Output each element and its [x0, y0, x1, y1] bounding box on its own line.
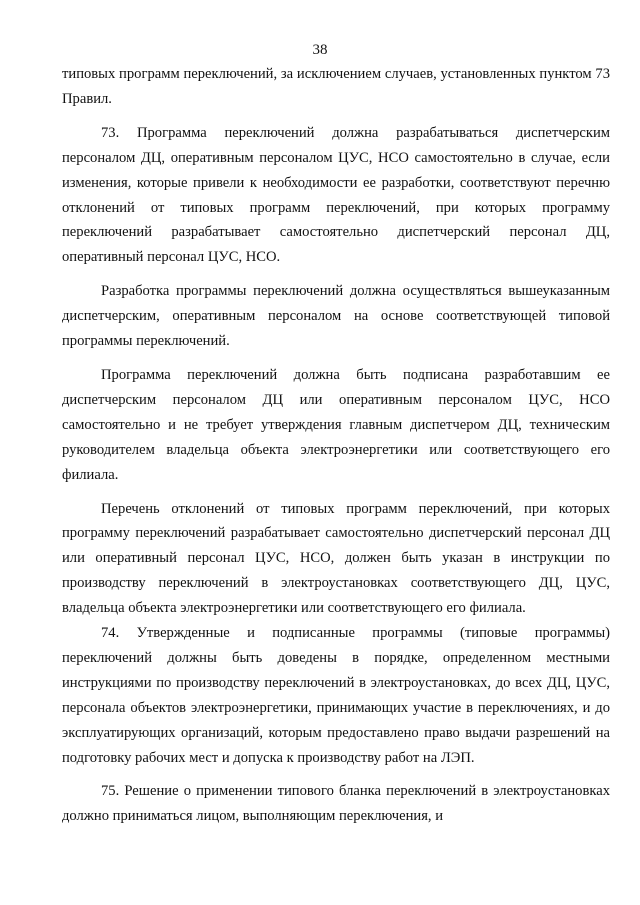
paragraph-item-74: 74. Утвержденные и подписанные программы (типовые программы) переключений должны быть доведены в порядке, определенном местными инструкциями по производству переключений в электроустановках, до всех ДЦ, ЦУС, персонала объектов электроэнергетики, принимающих участие в переключениях, и до эксплуатирующих организаций, которым предоставлено право выдачи разрешений на подготовку рабочих мест и допуска к производству работ на ЛЭП.: [62, 625, 610, 766]
paragraph-signature: Программа переключений должна быть подписана разработавшим ее диспетчерским персоналом ДЦ или оперативным персоналом ЦУС, НСО самостоятельно и не требует утверждения главным диспетчером ДЦ, техническим руководителем владельца объекта электроэнергетики или соответствующего его филиала.: [62, 366, 610, 483]
document-body: [62, 62, 610, 829]
page-number: 38: [312, 42, 328, 58]
paragraph-item-75: 75. Решение о применении типового бланка переключений в электроустановках должно приниматься лицом, выполняющим переключения, и: [62, 783, 610, 825]
paragraph-deviations-list: Перечень отклонений от типовых программ переключений, при которых программу переключений разрабатывает самостоятельно диспетчерский персонал ДЦ или оперативный персонал ЦУС, НСО, должен быть указан в инструкции по производству переключений в электроустановках соответствующего ДЦ, ЦУС, владельца объекта электроэнергетики или соответствующего его филиала.: [62, 500, 610, 617]
paragraph-item-73: 73. Программа переключений должна разрабатываться диспетчерским персоналом ДЦ, оперативным персоналом ЦУС, НСО самостоятельно в случае, если изменения, которые привели к необходимости ее разработки, соответствуют перечню отклонений от типовых программ переключений, при которых программу переключений разрабатывает самостоятельно диспетчерский персонал ДЦ, оперативный персонал ЦУС, НСО.: [62, 124, 610, 266]
paragraph-development: Разработка программы переключений должна осуществляться вышеуказанным диспетчерским, оперативным персоналом на основе соответствующей типовой программы переключений.: [62, 283, 610, 350]
paragraph-continuation: типовых программ переключений, за исключением случаев, установленных пунктом 73 Правил.: [62, 66, 610, 107]
